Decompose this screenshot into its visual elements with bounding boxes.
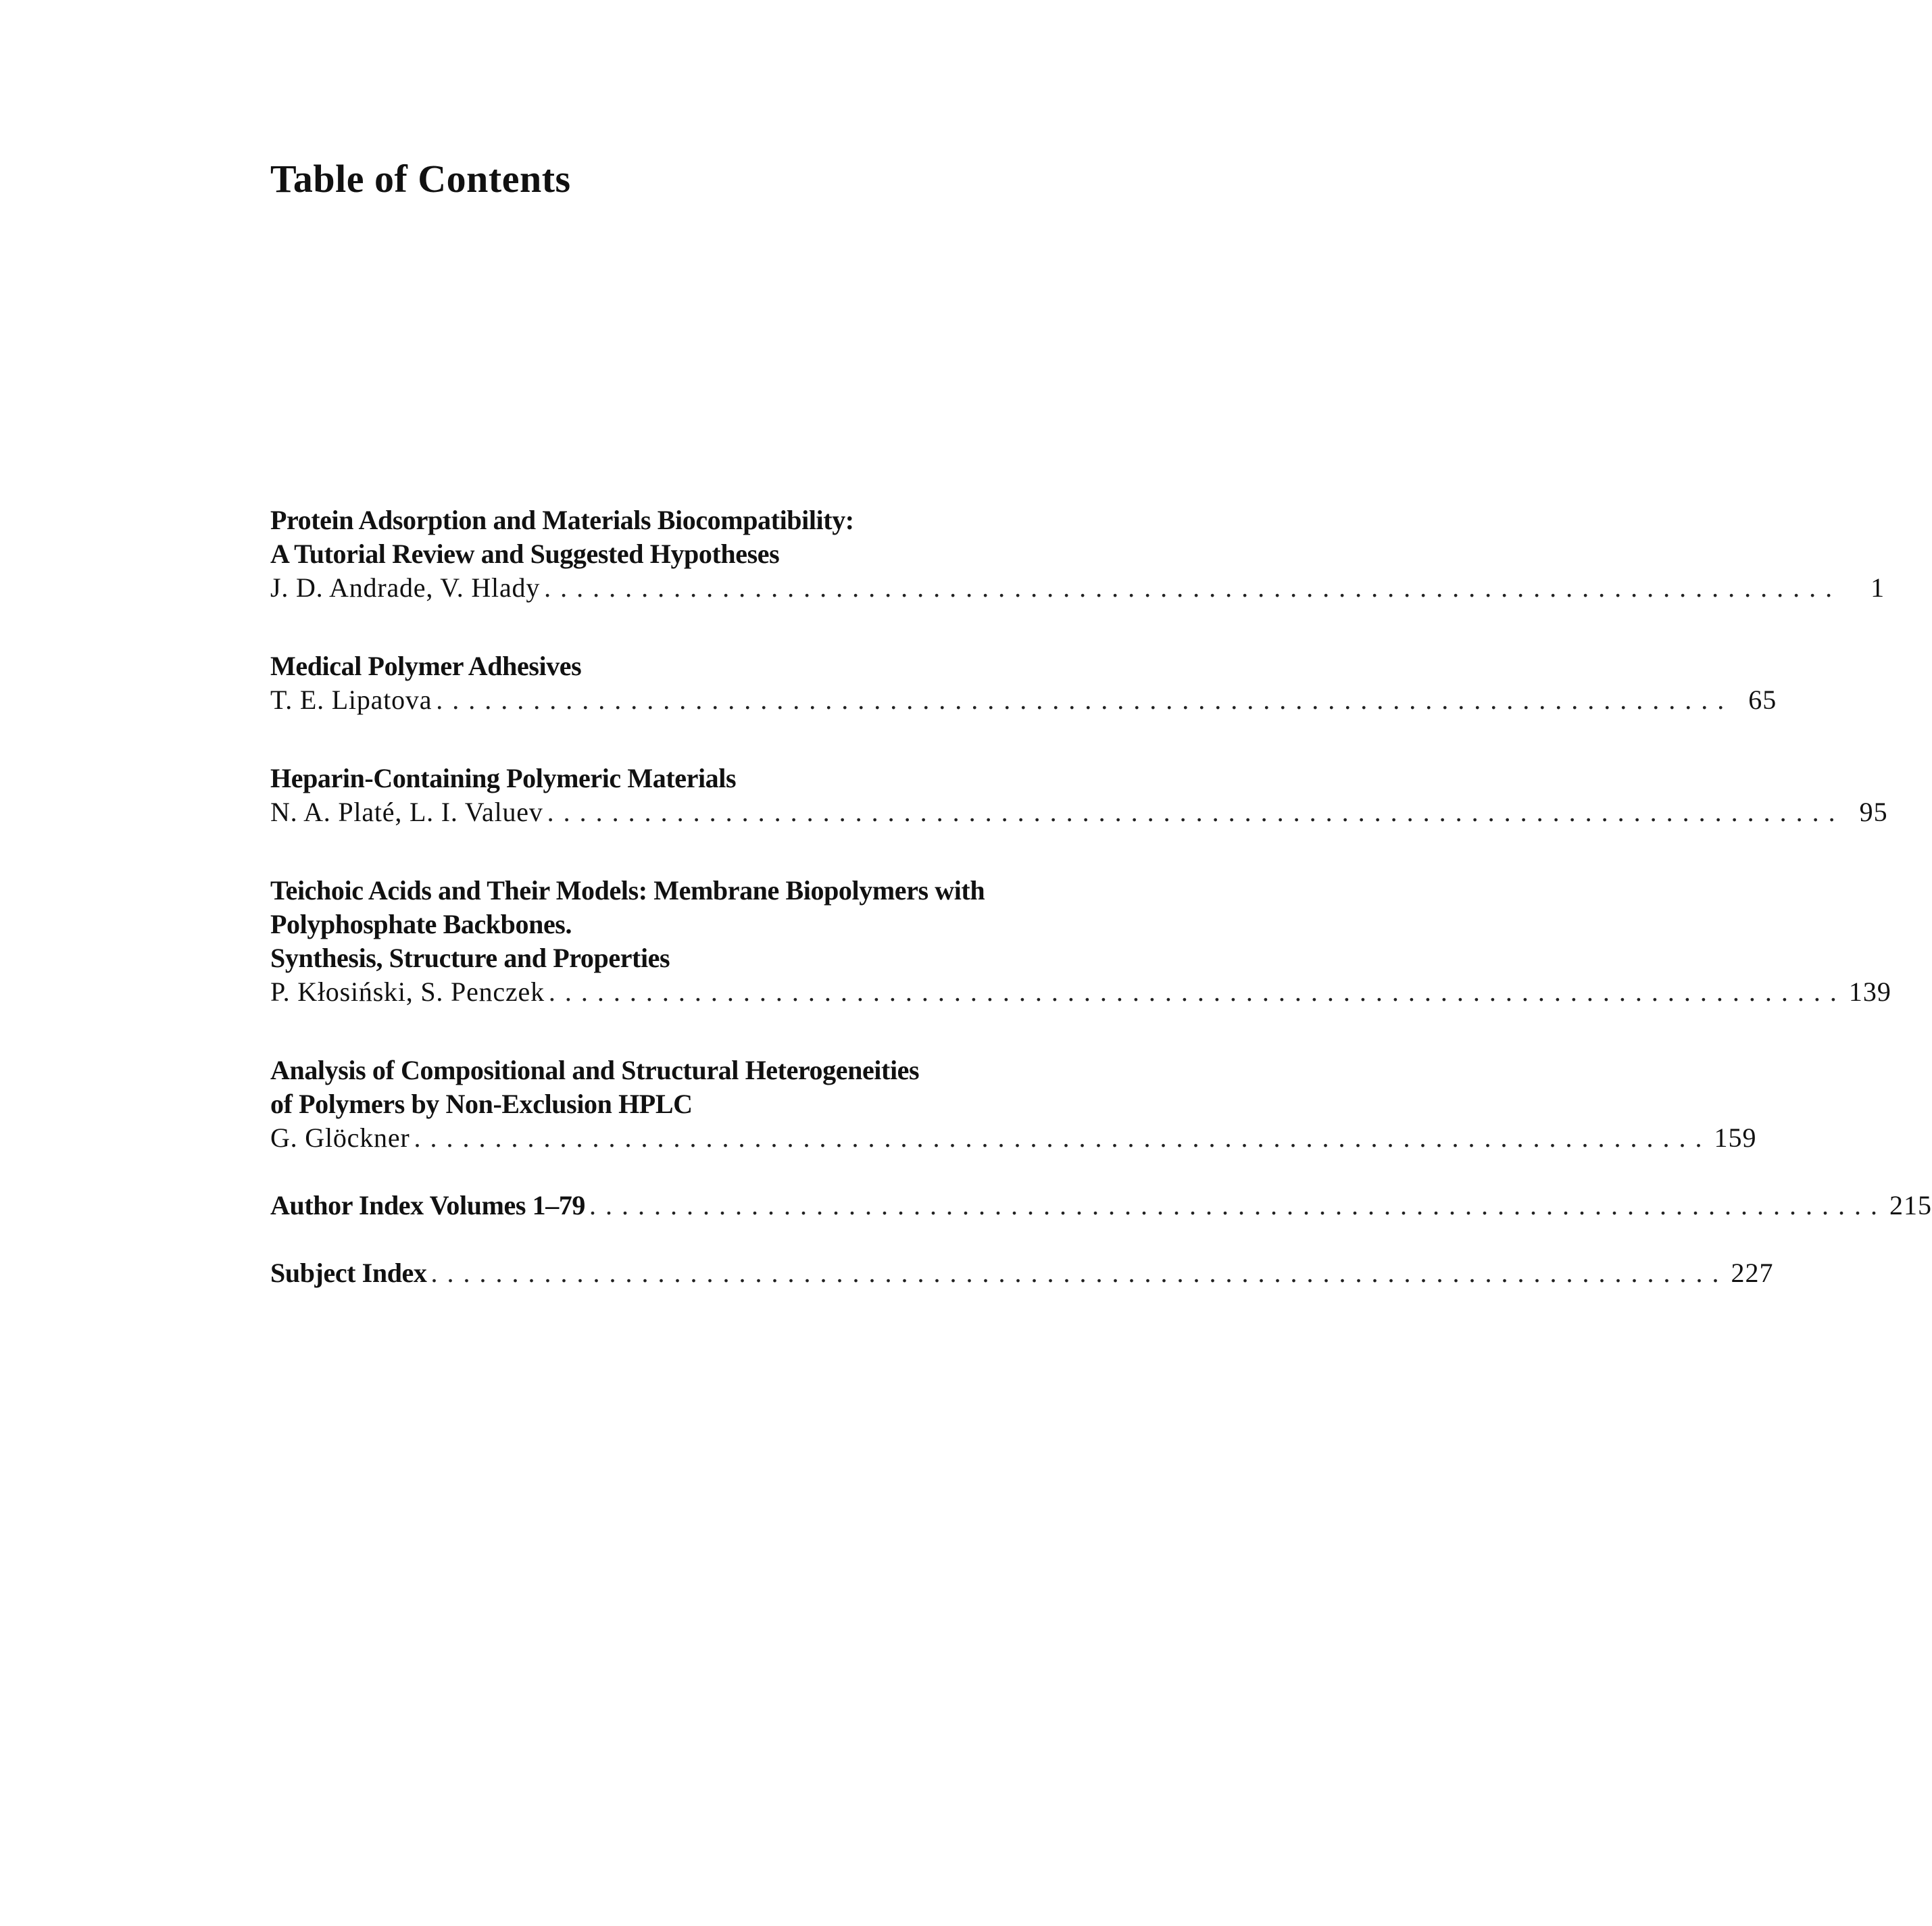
entry-title-line: Teichoic Acids and Their Models: Membrane Biopolymers with xyxy=(270,875,985,906)
entry-page-number: 139 xyxy=(1848,977,1891,1007)
dot-leader: ................................................................................ xyxy=(544,572,1842,603)
toc-entry[interactable] xyxy=(270,503,1885,605)
index-label: Author Index Volumes 1–79 xyxy=(270,1190,586,1220)
dot-leader: ................................................................................ xyxy=(548,977,1846,1007)
entry-title-line: Medical Polymer Adhesives xyxy=(270,651,582,681)
entry-authors: G. Glöckner xyxy=(270,1122,410,1153)
index-page-number: 227 xyxy=(1731,1258,1774,1288)
toc-entry[interactable] xyxy=(270,649,1777,717)
entry-title xyxy=(270,1054,1031,1121)
entry-author-line xyxy=(270,795,1888,829)
entry-page-number: 95 xyxy=(1859,797,1888,827)
entry-title xyxy=(270,503,1031,571)
index-page-number: 215 xyxy=(1889,1190,1932,1220)
entry-authors: J. D. Andrade, V. Hlady xyxy=(270,572,541,603)
dot-leader: ................................................................................ xyxy=(547,797,1845,827)
entry-authors: N. A. Platé, L. I. Valuev xyxy=(270,797,543,827)
toc-entry[interactable] xyxy=(270,1054,1757,1155)
index-label: Subject Index xyxy=(270,1258,427,1288)
page-title: Table of Contents xyxy=(270,157,571,201)
index-line xyxy=(270,1189,1932,1223)
dot-leader: ................................................................................ xyxy=(430,1258,1729,1288)
entry-title-line: Protein Adsorption and Materials Biocompatibility: xyxy=(270,505,854,535)
toc-index-entry[interactable] xyxy=(270,1256,1774,1290)
entry-title-line: Analysis of Compositional and Structural Heterogeneities xyxy=(270,1055,920,1085)
dot-leader: ................................................................................ xyxy=(414,1122,1712,1153)
entry-title xyxy=(270,649,1031,683)
dot-leader: ................................................................................ xyxy=(589,1190,1887,1220)
entry-title-line: of Polymers by Non-Exclusion HPLC xyxy=(270,1089,693,1119)
entry-author-line xyxy=(270,1121,1757,1155)
entry-author-line xyxy=(270,975,1891,1009)
entry-title xyxy=(270,874,1031,975)
entry-title-line: A Tutorial Review and Suggested Hypotheses xyxy=(270,539,780,569)
entry-page-number: 159 xyxy=(1714,1122,1757,1153)
toc-entry[interactable] xyxy=(270,874,1891,1009)
entry-page-number: 65 xyxy=(1748,685,1777,715)
entry-authors: P. Kłosiński, S. Penczek xyxy=(270,977,545,1007)
entry-title-line: Heparin-Containing Polymeric Materials xyxy=(270,763,737,793)
dot-leader: ................................................................................ xyxy=(436,685,1734,715)
index-line xyxy=(270,1256,1774,1290)
entry-authors: T. E. Lipatova xyxy=(270,685,432,715)
entry-author-line xyxy=(270,571,1885,605)
table-of-contents xyxy=(270,503,1932,1324)
entry-page-number: 1 xyxy=(1871,572,1885,603)
entry-title-line: Synthesis, Structure and Properties xyxy=(270,943,670,973)
entry-title xyxy=(270,762,1031,795)
toc-entry[interactable] xyxy=(270,762,1888,829)
entry-author-line xyxy=(270,683,1777,717)
toc-index-entry[interactable] xyxy=(270,1189,1932,1223)
entry-title-line: Polyphosphate Backbones. xyxy=(270,909,572,939)
